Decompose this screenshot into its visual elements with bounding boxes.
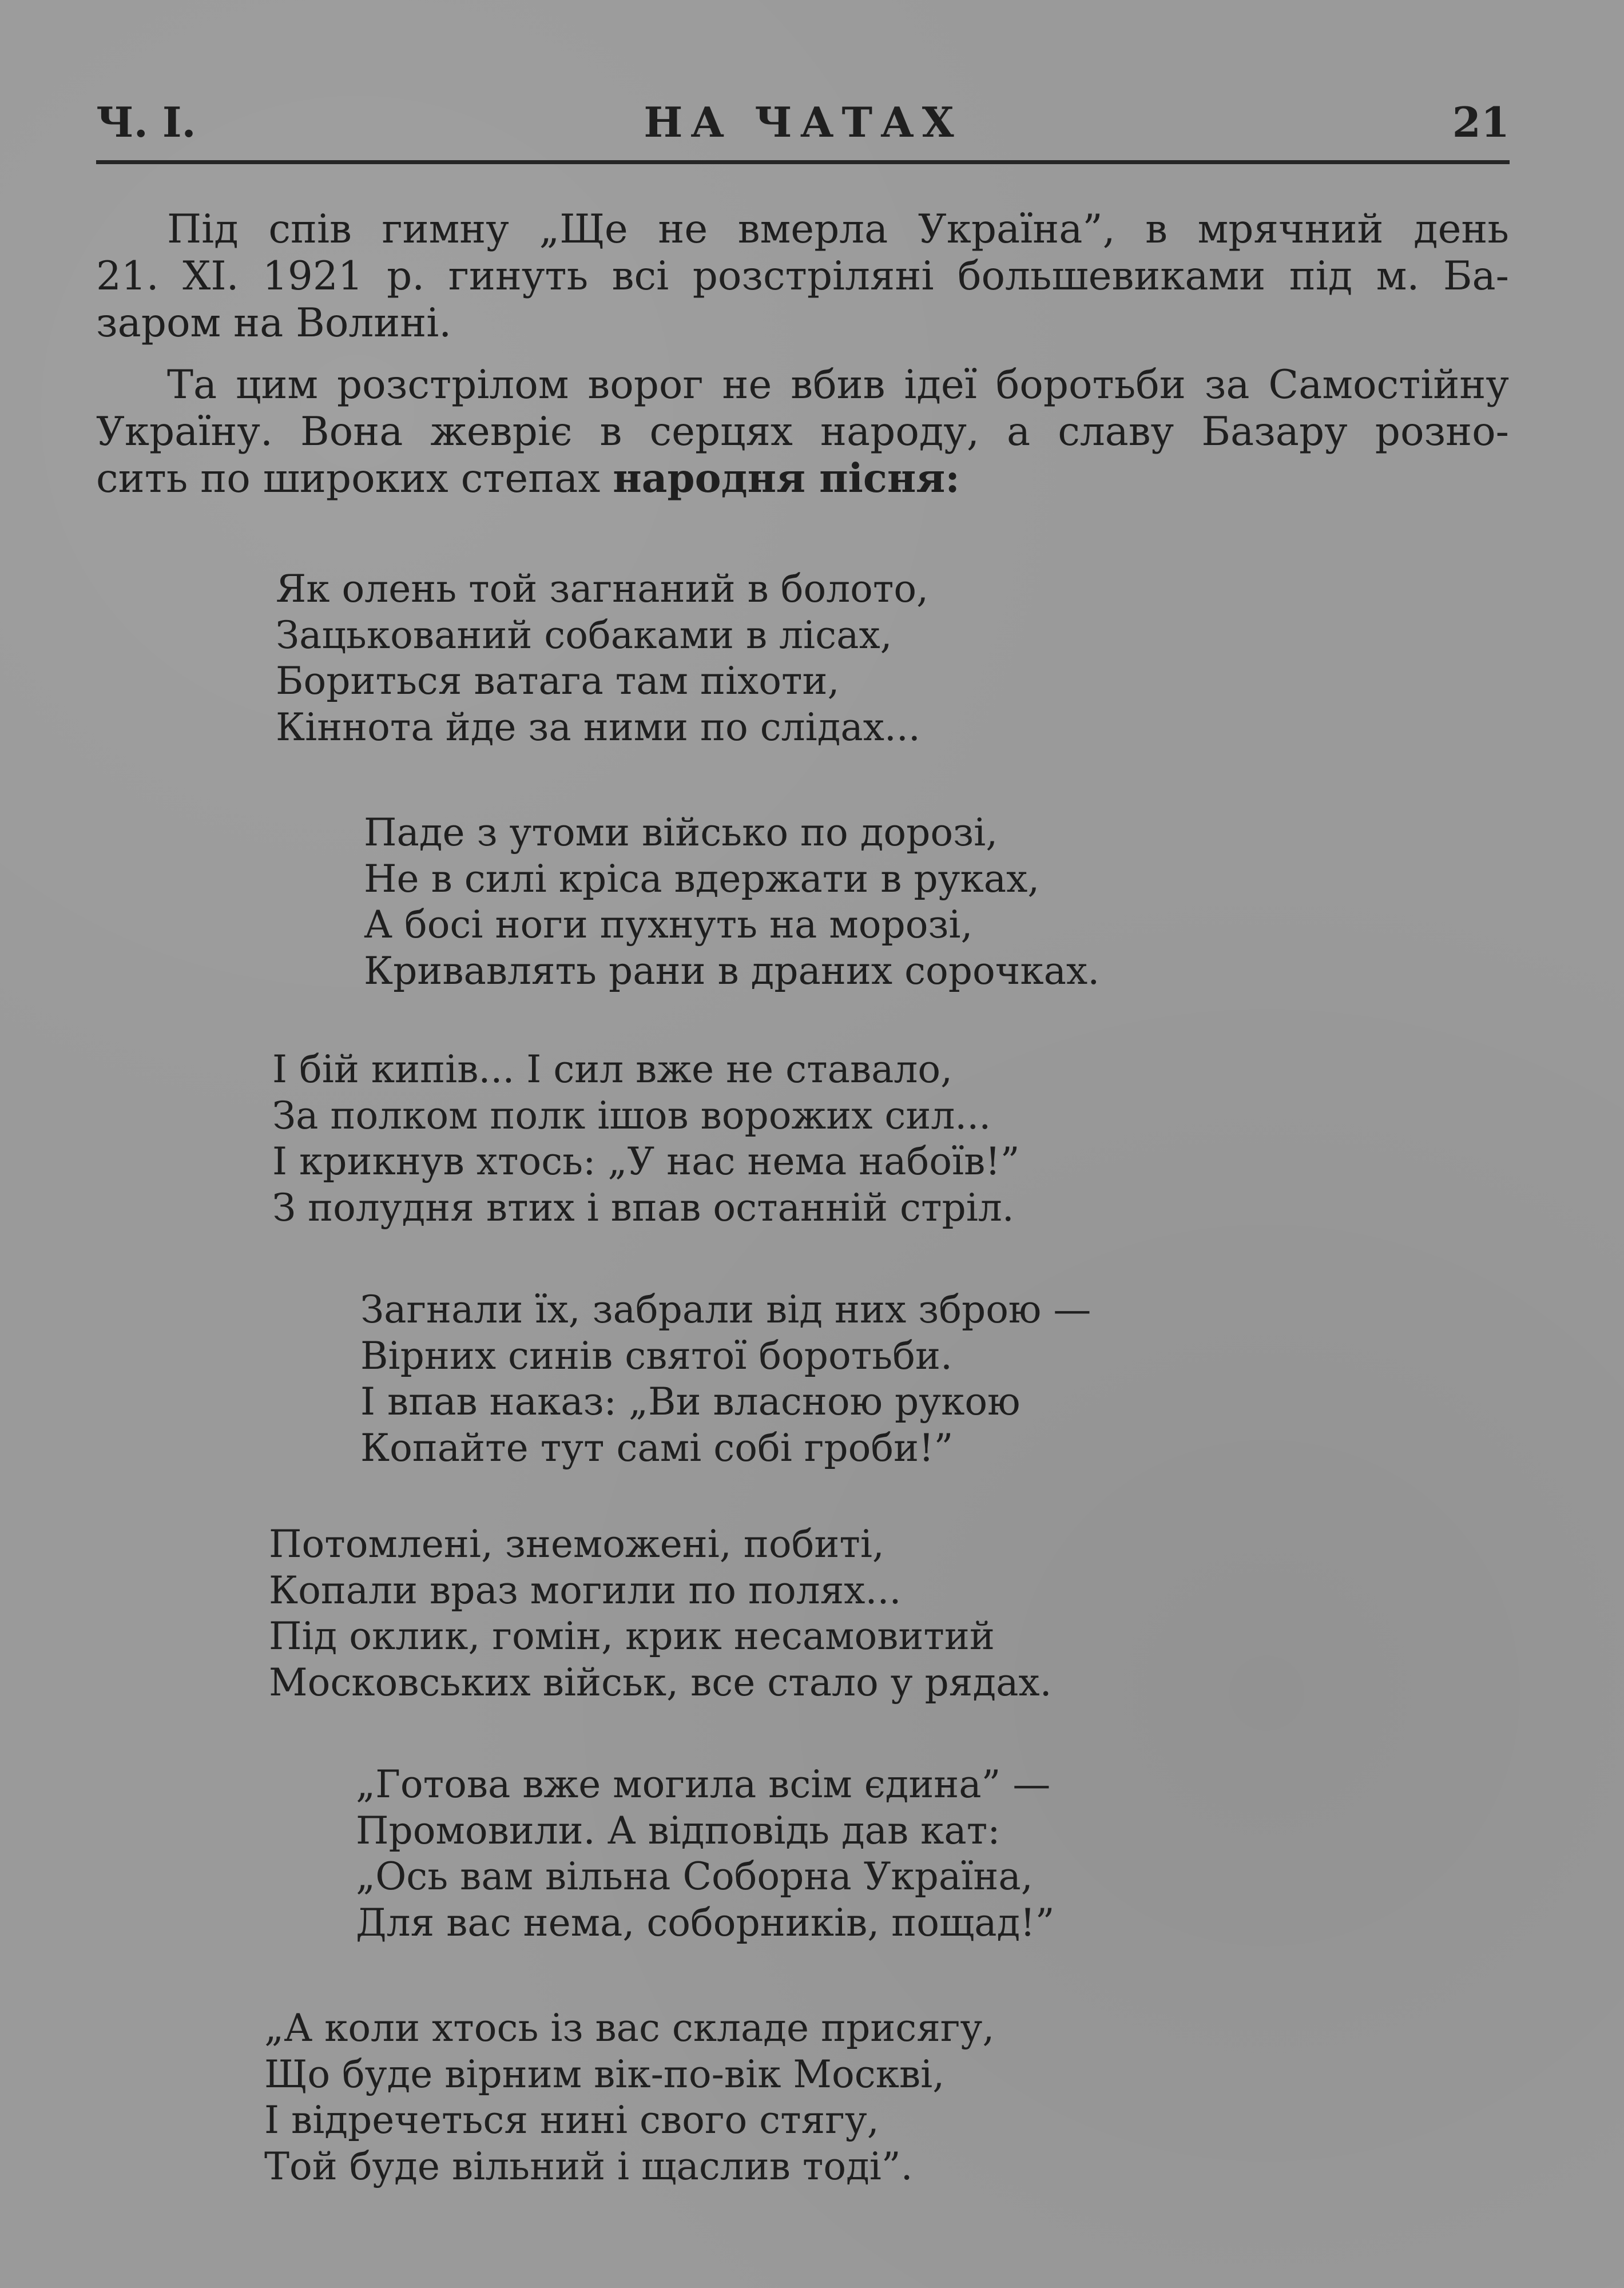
verse-line: Для вас нема, соборників, пощад!” [356, 1900, 1055, 1945]
verse-line: І впав наказ: „Ви власною рукою [360, 1380, 1021, 1424]
verse-line: Кіннота йде за ними по слідах... [276, 705, 920, 749]
text-line: Україну. Вона жевріє в серцях народу, а славу Базару розно- [96, 409, 1509, 455]
verse-line: Вірних синів святої боротьби. [360, 1333, 952, 1378]
text-line: Під спів гимну „Ще не вмерла Україна”, в мрячний день [167, 206, 1509, 252]
text-line: 21. XI. 1921 р. гинуть всі розстріляні большевиками під м. Ба- [96, 253, 1509, 299]
verse-line: Той буде вільний і щаслив тоді”. [264, 2144, 913, 2188]
verse-line: Кривавлять рани в драних сорочках. [364, 948, 1100, 993]
verse-line: Не в силі кріса вдержати в руках, [364, 856, 1040, 901]
verse-line: Московських військ, все стало у рядах. [269, 1660, 1052, 1705]
verse-line: І бій кипів... І сил вже не ставало, [272, 1047, 953, 1091]
verse-line: Копайте тут самі собі гроби!” [360, 1425, 954, 1470]
verse-line: Бориться ватага там піхоти, [276, 659, 840, 703]
poem-stanza-2 [364, 810, 1099, 994]
verse-line: І відречеться нині свого стягу, [264, 2098, 879, 2142]
paragraph-1 [96, 206, 1509, 347]
poem-stanza-6 [356, 1762, 1055, 1946]
text-fragment: сить по широких степах [96, 456, 613, 502]
verse-line: Що буде вірним вік-по-вік Москві, [264, 2052, 945, 2096]
poem-stanza-4 [360, 1287, 1091, 1471]
verse-line: А босі ноги пухнуть на морозі, [364, 903, 973, 947]
verse-line: „Готова вже могила всім єдина” — [356, 1762, 1051, 1806]
verse-line: Копали враз могили по полях... [269, 1568, 902, 1612]
part-label: Ч. І. [96, 98, 196, 146]
verse-line: І крикнув хтось: „У нас нема набоїв!” [272, 1139, 1020, 1183]
verse-line: Зацькований собаками в лісах, [276, 613, 892, 657]
running-head [96, 92, 1510, 164]
poem-stanza-5 [269, 1522, 1052, 1706]
bold-phrase: народня пісня: [613, 455, 960, 502]
prose-body [96, 206, 1509, 502]
verse-line: Під оклик, гомін, крик несамовитий [269, 1614, 995, 1658]
verse-line: Паде з утоми військо по дорозі, [364, 811, 998, 855]
verse-line: Загнали їх, забрали від них зброю — [360, 1288, 1091, 1332]
chapter-title: НА ЧАТАХ [644, 98, 962, 146]
paragraph-2 [96, 362, 1509, 502]
verse-line: Як олень той загнаний в болото, [276, 567, 929, 611]
verse-line: За полком полк ішов ворожих сил... [272, 1093, 991, 1138]
verse-line: Потомлені, знеможені, побиті, [269, 1522, 884, 1566]
text-line: заром на Волині. [96, 300, 452, 346]
poem-stanza-7 [264, 2005, 994, 2190]
verse-line: „А коли хтось із вас складе присягу, [264, 2006, 995, 2050]
verse-line: Промовили. А відповідь дав кат: [356, 1808, 1000, 1853]
verse-line: „Ось вам вільна Соборна Україна, [356, 1854, 1033, 1898]
text-line: Та цим розстрілом ворог не вбив ідеї боротьби за Самостійну [167, 362, 1509, 408]
verse-line: З полудня втих і впав останній стріл. [272, 1185, 1014, 1230]
page-number: 21 [1452, 98, 1510, 146]
poem-stanza-3 [272, 1047, 1020, 1231]
text-line [96, 455, 1509, 502]
poem-stanza-1 [276, 566, 928, 750]
